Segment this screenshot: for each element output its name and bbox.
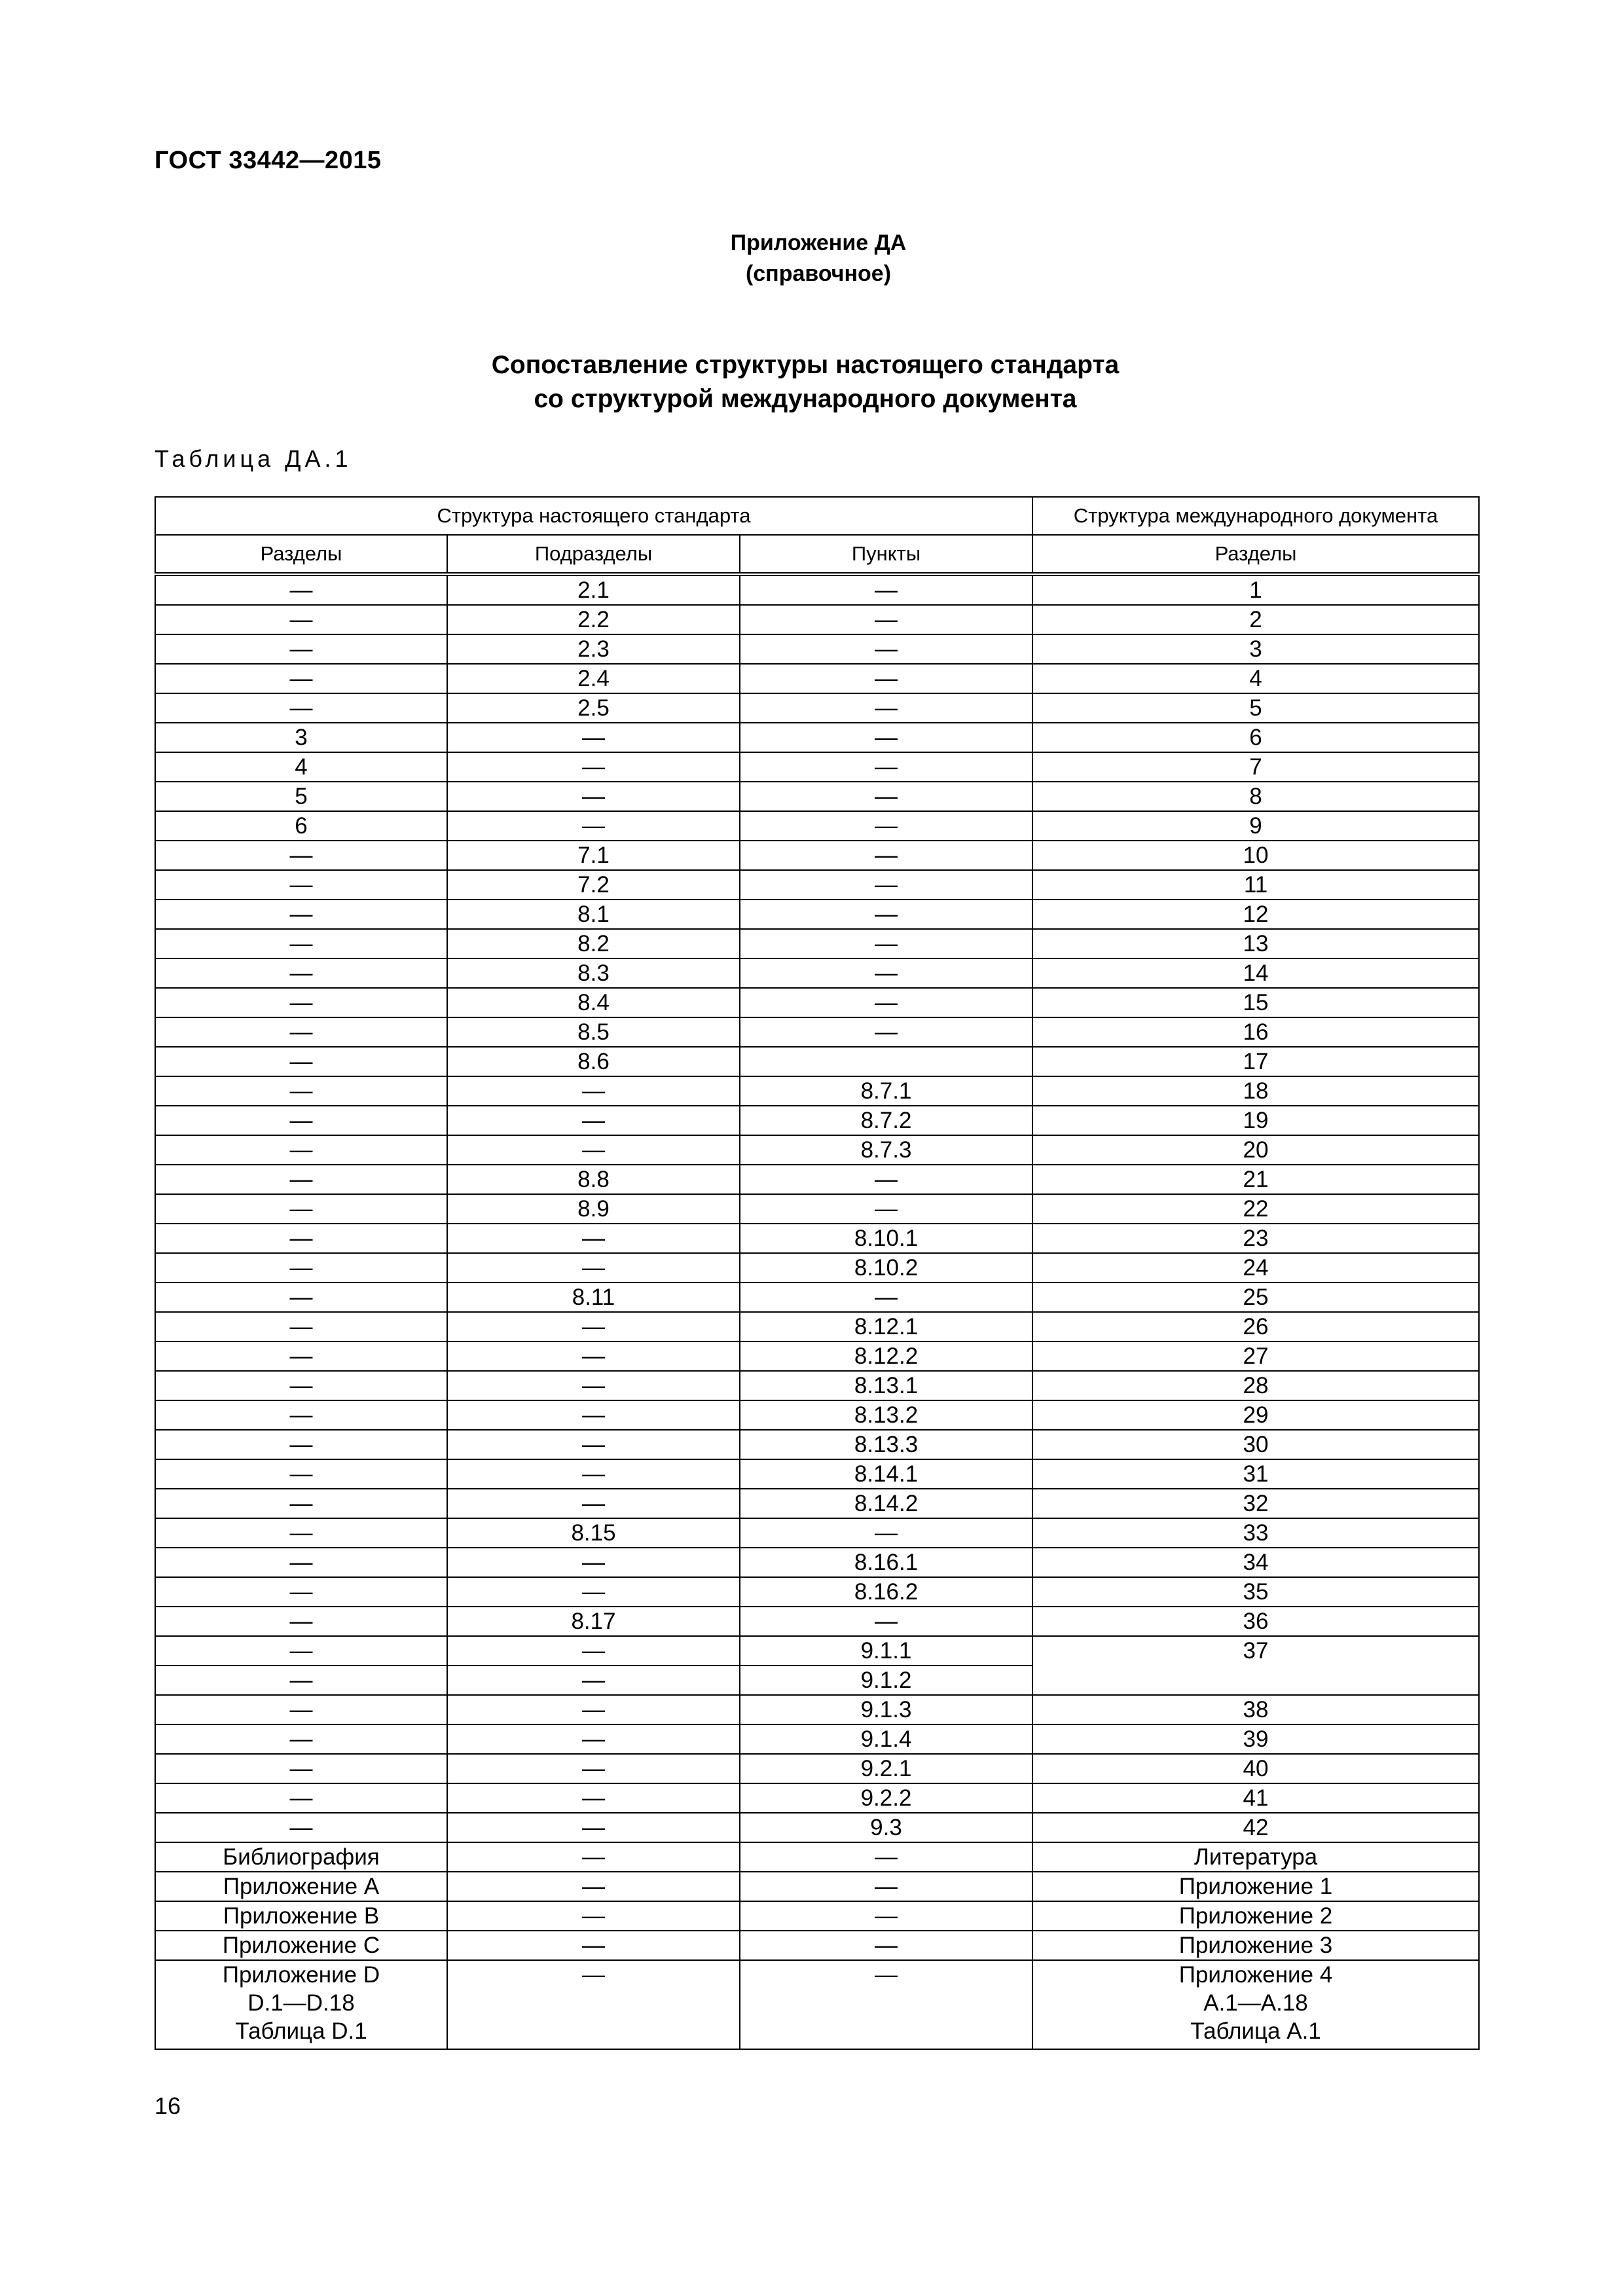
row-cell-subsection: — (447, 1224, 740, 1253)
row-cell-subsection: — (447, 1253, 740, 1283)
table-row (155, 1960, 1479, 2049)
row-cell-intl-section: Приложение 1 (1032, 1872, 1479, 1901)
row-cell-section: — (155, 988, 447, 1017)
table-row (155, 1842, 1479, 1872)
row-cell-section: — (155, 1724, 447, 1754)
row-cell-intl-section: 35 (1032, 1577, 1479, 1607)
row-cell-subsection: 8.4 (447, 988, 740, 1017)
column-header-clauses: Пункты (740, 535, 1032, 574)
cell-line: — (875, 1962, 898, 1988)
row-cell-subsection: — (447, 1813, 740, 1842)
row-cell-section: — (155, 1194, 447, 1224)
annex-title: Приложение ДА (730, 230, 907, 255)
row-cell-clause: 9.1.3 (740, 1695, 1032, 1724)
row-cell-section: — (155, 1754, 447, 1783)
table-row (155, 782, 1479, 811)
row-cell-clause: — (740, 723, 1032, 752)
row-cell-section: 4 (155, 752, 447, 782)
row-cell-clause: — (740, 811, 1032, 841)
row-cell-subsection: — (447, 1724, 740, 1754)
table-row (155, 693, 1479, 723)
row-cell-intl-section: 1 (1032, 574, 1479, 605)
row-cell-clause: 9.3 (740, 1813, 1032, 1842)
row-cell-clause: — (740, 1842, 1032, 1872)
row-cell-intl-section: 13 (1032, 929, 1479, 958)
table-row (155, 1901, 1479, 1931)
row-cell-subsection: — (447, 1459, 740, 1489)
row-cell-section: — (155, 1548, 447, 1577)
row-cell-intl-section: 26 (1032, 1312, 1479, 1341)
row-cell-intl-section: 5 (1032, 693, 1479, 723)
page-number: 16 (155, 2092, 181, 2119)
row-cell-clause: 8.14.1 (740, 1459, 1032, 1489)
row-cell-subsection: — (447, 1371, 740, 1400)
column-header-subsections: Подразделы (447, 535, 740, 574)
row-cell-section: — (155, 1047, 447, 1076)
row-cell-clause: — (740, 900, 1032, 929)
row-cell-section: — (155, 958, 447, 988)
row-cell-clause: 9.1.2 (740, 1666, 1032, 1695)
row-cell-section: — (155, 1430, 447, 1459)
row-cell-section: — (155, 1518, 447, 1548)
row-cell-section: Приложение В (155, 1901, 447, 1931)
row-cell-subsection: — (447, 1312, 740, 1341)
row-cell-section: Приложение А (155, 1872, 447, 1901)
row-cell-intl-section: 8 (1032, 782, 1479, 811)
row-cell-subsection: 8.9 (447, 1194, 740, 1224)
row-cell-intl-section: 10 (1032, 841, 1479, 870)
table-row (155, 1224, 1479, 1253)
row-cell-subsection: 8.1 (447, 900, 740, 929)
row-cell-intl-section: 36 (1032, 1607, 1479, 1636)
row-cell-section: — (155, 1135, 447, 1165)
table-row (155, 811, 1479, 841)
row-cell-section: — (155, 574, 447, 605)
row-cell-intl-section: 18 (1032, 1076, 1479, 1106)
row-cell-intl-section: 2 (1032, 605, 1479, 634)
row-cell-clause: — (740, 1283, 1032, 1312)
row-cell-intl-section (1032, 1960, 1479, 2049)
row-cell-clause: — (740, 1017, 1032, 1047)
row-cell-clause: — (740, 1194, 1032, 1224)
row-cell-intl-section: 40 (1032, 1754, 1479, 1783)
row-cell-subsection: — (447, 1842, 740, 1872)
table-row (155, 1341, 1479, 1371)
row-cell-intl-section: 41 (1032, 1783, 1479, 1813)
row-cell-subsection: 8.3 (447, 958, 740, 988)
table-row (155, 634, 1479, 664)
table-row (155, 1253, 1479, 1283)
row-cell-clause: 8.12.1 (740, 1312, 1032, 1341)
row-cell-clause: 8.16.1 (740, 1548, 1032, 1577)
row-cell-intl-section: 7 (1032, 752, 1479, 782)
row-cell-intl-section: 21 (1032, 1165, 1479, 1194)
table-group-header-row (155, 497, 1479, 535)
row-cell-section: — (155, 1489, 447, 1518)
table-row (155, 1931, 1479, 1960)
row-cell-subsection: — (447, 1666, 740, 1695)
row-cell-section: — (155, 929, 447, 958)
row-cell-clause: — (740, 1901, 1032, 1931)
row-cell-section: — (155, 693, 447, 723)
annex-subtitle: (справочное) (745, 261, 892, 286)
row-cell-intl-section: 34 (1032, 1548, 1479, 1577)
row-cell-intl-section: 29 (1032, 1400, 1479, 1430)
cell-line: — (582, 1962, 605, 1988)
group-header-this-standard: Структура настоящего стандарта (155, 497, 1032, 535)
table-row (155, 958, 1479, 988)
row-cell-intl-section: 9 (1032, 811, 1479, 841)
column-header-sections: Разделы (155, 535, 447, 574)
table-row (155, 1400, 1479, 1430)
table-row (155, 574, 1479, 605)
table-row (155, 1724, 1479, 1754)
table-row (155, 1607, 1479, 1636)
row-cell-intl-section: 19 (1032, 1106, 1479, 1135)
row-cell-intl-section: 39 (1032, 1724, 1479, 1754)
row-cell-clause: 8.10.2 (740, 1253, 1032, 1283)
table-row (155, 900, 1479, 929)
row-cell-clause: 8.13.3 (740, 1430, 1032, 1459)
row-cell-clause: 9.2.2 (740, 1783, 1032, 1813)
row-cell-clause (740, 1960, 1032, 2049)
row-cell-section: — (155, 1695, 447, 1724)
row-cell-section: — (155, 1636, 447, 1666)
table-row (155, 1872, 1479, 1901)
row-cell-subsection: — (447, 1076, 740, 1106)
table-row (155, 664, 1479, 693)
table-row (155, 1754, 1479, 1783)
row-cell-intl-section: 23 (1032, 1224, 1479, 1253)
row-cell-section: — (155, 634, 447, 664)
row-cell-intl-section: Приложение 3 (1032, 1931, 1479, 1960)
heading-line-2: со структурой международного документа (534, 385, 1077, 413)
table-row (155, 1076, 1479, 1106)
row-cell-subsection: — (447, 1489, 740, 1518)
row-cell-section: — (155, 605, 447, 634)
table-row (155, 1430, 1479, 1459)
row-cell-section: — (155, 900, 447, 929)
row-cell-intl-section: 11 (1032, 870, 1479, 900)
row-cell-subsection: — (447, 1931, 740, 1960)
row-cell-intl-section: 17 (1032, 1047, 1479, 1076)
row-cell-section: — (155, 1341, 447, 1371)
row-cell-subsection: — (447, 1135, 740, 1165)
row-cell-section: Приложение С (155, 1931, 447, 1960)
row-cell-subsection: 2.2 (447, 605, 740, 634)
row-cell-clause: — (740, 634, 1032, 664)
row-cell-subsection: 8.17 (447, 1607, 740, 1636)
row-cell-clause: — (740, 1872, 1032, 1901)
table-label: Таблица ДА.1 (155, 445, 352, 472)
row-cell-intl-section: 28 (1032, 1371, 1479, 1400)
row-cell-subsection: 8.15 (447, 1518, 740, 1548)
row-cell-intl-section: Литература (1032, 1842, 1479, 1872)
row-cell-intl-section: 4 (1032, 664, 1479, 693)
row-cell-intl-section: 14 (1032, 958, 1479, 988)
table-row (155, 1047, 1479, 1076)
row-cell-section: — (155, 1076, 447, 1106)
table-row (155, 1135, 1479, 1165)
row-cell-clause: — (740, 574, 1032, 605)
row-cell-subsection: — (447, 1106, 740, 1135)
row-cell-subsection: 7.2 (447, 870, 740, 900)
row-cell-section: — (155, 664, 447, 693)
table-row (155, 1283, 1479, 1312)
row-cell-section: — (155, 1017, 447, 1047)
row-cell-subsection: — (447, 1695, 740, 1724)
heading-line-1: Сопоставление структуры настоящего стандарта (491, 351, 1120, 379)
row-cell-intl-section: 15 (1032, 988, 1479, 1017)
row-cell-section: — (155, 1371, 447, 1400)
cell-line: А.1—А.18 (1203, 1990, 1308, 2016)
row-cell-intl-section: 3 (1032, 634, 1479, 664)
table-row (155, 1489, 1479, 1518)
row-cell-intl-section: 6 (1032, 723, 1479, 752)
row-cell-section: — (155, 1253, 447, 1283)
row-cell-intl-section: Приложение 2 (1032, 1901, 1479, 1931)
table-row (155, 752, 1479, 782)
row-cell-clause: 8.7.1 (740, 1076, 1032, 1106)
row-cell-intl-section: 32 (1032, 1489, 1479, 1518)
table-row (155, 841, 1479, 870)
row-cell-clause: 9.1.4 (740, 1724, 1032, 1754)
row-cell-clause: — (740, 929, 1032, 958)
table-row (155, 1636, 1479, 1666)
row-cell-clause: — (740, 988, 1032, 1017)
cell-line: Таблица D.1 (235, 2018, 367, 2044)
cell-line: D.1—D.18 (247, 1990, 355, 2016)
table-row (155, 1106, 1479, 1135)
row-cell-subsection: — (447, 1430, 740, 1459)
row-cell-subsection: 8.6 (447, 1047, 740, 1076)
row-cell-intl-section: 24 (1032, 1253, 1479, 1283)
table-row (155, 870, 1479, 900)
table-row (155, 929, 1479, 958)
row-cell-subsection: — (447, 1872, 740, 1901)
table-row (155, 605, 1479, 634)
row-cell-intl-section: 38 (1032, 1695, 1479, 1724)
table-row (155, 723, 1479, 752)
row-cell-section: — (155, 1283, 447, 1312)
structure-comparison-table (155, 496, 1480, 2050)
row-cell-clause: 8.13.2 (740, 1400, 1032, 1430)
row-cell-clause: 8.10.1 (740, 1224, 1032, 1253)
group-header-international: Структура международного документа (1032, 497, 1479, 535)
row-cell-subsection: — (447, 1754, 740, 1783)
row-cell-subsection (447, 1960, 740, 2049)
row-cell-clause (740, 1047, 1032, 1076)
row-cell-section: — (155, 1783, 447, 1813)
row-cell-intl-section: 20 (1032, 1135, 1479, 1165)
row-cell-clause: 8.13.1 (740, 1371, 1032, 1400)
row-cell-section: Библиография (155, 1842, 447, 1872)
row-cell-subsection: — (447, 811, 740, 841)
table-row (155, 1371, 1479, 1400)
row-cell-section: 3 (155, 723, 447, 752)
row-cell-subsection: — (447, 752, 740, 782)
row-cell-intl-section: 31 (1032, 1459, 1479, 1489)
row-cell-intl-section: 37 (1032, 1636, 1479, 1695)
row-cell-intl-section: 33 (1032, 1518, 1479, 1548)
row-cell-intl-section: 30 (1032, 1430, 1479, 1459)
row-cell-section: — (155, 1577, 447, 1607)
row-cell-subsection: 8.2 (447, 929, 740, 958)
row-cell-section: — (155, 1400, 447, 1430)
table-row (155, 1194, 1479, 1224)
row-cell-subsection: — (447, 1901, 740, 1931)
row-cell-section: — (155, 1165, 447, 1194)
row-cell-clause: 8.7.3 (740, 1135, 1032, 1165)
row-cell-subsection: 2.5 (447, 693, 740, 723)
row-cell-clause: 9.1.1 (740, 1636, 1032, 1666)
row-cell-subsection: 8.11 (447, 1283, 740, 1312)
row-cell-subsection: — (447, 1341, 740, 1371)
row-cell-subsection: 2.3 (447, 634, 740, 664)
row-cell-clause: — (740, 1518, 1032, 1548)
row-cell-clause: — (740, 664, 1032, 693)
row-cell-clause: — (740, 870, 1032, 900)
row-cell-section: 5 (155, 782, 447, 811)
row-cell-intl-section: 25 (1032, 1283, 1479, 1312)
row-cell-section: — (155, 841, 447, 870)
row-cell-intl-section: 27 (1032, 1341, 1479, 1371)
row-cell-clause: 9.2.1 (740, 1754, 1032, 1783)
row-cell-section (155, 1960, 447, 2049)
row-cell-clause: — (740, 1607, 1032, 1636)
row-cell-clause: 8.12.2 (740, 1341, 1032, 1371)
column-header-intl-sections: Разделы (1032, 535, 1479, 574)
annex-title-block (668, 228, 969, 289)
row-cell-section: 6 (155, 811, 447, 841)
row-cell-subsection: — (447, 1577, 740, 1607)
row-cell-subsection: — (447, 1400, 740, 1430)
row-cell-subsection: — (447, 782, 740, 811)
table-row (155, 1695, 1479, 1724)
table-row (155, 1165, 1479, 1194)
table-row (155, 1312, 1479, 1341)
row-cell-clause: 8.7.2 (740, 1106, 1032, 1135)
document-code: ГОСТ 33442—2015 (155, 147, 382, 174)
row-cell-intl-section: 16 (1032, 1017, 1479, 1047)
table-body (155, 574, 1479, 2049)
table-row (155, 1577, 1479, 1607)
row-cell-section: — (155, 1312, 447, 1341)
row-cell-subsection: — (447, 723, 740, 752)
row-cell-clause: — (740, 605, 1032, 634)
cell-line: Приложение 4 (1178, 1962, 1333, 1988)
row-cell-section: — (155, 1666, 447, 1695)
row-cell-intl-section: 42 (1032, 1813, 1479, 1842)
row-cell-intl-section: 22 (1032, 1194, 1479, 1224)
row-cell-subsection: 8.5 (447, 1017, 740, 1047)
row-cell-clause: — (740, 752, 1032, 782)
table-row (155, 1459, 1479, 1489)
table-row (155, 1783, 1479, 1813)
table-row (155, 988, 1479, 1017)
table-row (155, 1518, 1479, 1548)
row-cell-subsection: 2.4 (447, 664, 740, 693)
row-cell-subsection: — (447, 1548, 740, 1577)
row-cell-subsection: 7.1 (447, 841, 740, 870)
cell-line: Приложение D (222, 1962, 380, 1988)
row-cell-clause: — (740, 841, 1032, 870)
table-column-header-row (155, 535, 1479, 574)
row-cell-clause: — (740, 1931, 1032, 1960)
row-cell-clause: 8.16.2 (740, 1577, 1032, 1607)
row-cell-section: — (155, 1607, 447, 1636)
row-cell-clause: — (740, 958, 1032, 988)
table-row (155, 1548, 1479, 1577)
row-cell-clause: — (740, 782, 1032, 811)
row-cell-clause: 8.14.2 (740, 1489, 1032, 1518)
row-cell-subsection: — (447, 1636, 740, 1666)
row-cell-section: — (155, 1224, 447, 1253)
row-cell-subsection: 2.1 (447, 574, 740, 605)
row-cell-subsection: — (447, 1783, 740, 1813)
row-cell-section: — (155, 1813, 447, 1842)
row-cell-intl-section: 12 (1032, 900, 1479, 929)
row-cell-clause: — (740, 1165, 1032, 1194)
row-cell-section: — (155, 870, 447, 900)
table-row (155, 1017, 1479, 1047)
row-cell-subsection: 8.8 (447, 1165, 740, 1194)
row-cell-section: — (155, 1106, 447, 1135)
cell-line: Таблица А.1 (1190, 2018, 1321, 2044)
row-cell-clause: — (740, 693, 1032, 723)
section-heading (419, 348, 1192, 416)
row-cell-section: — (155, 1459, 447, 1489)
table-row (155, 1813, 1479, 1842)
